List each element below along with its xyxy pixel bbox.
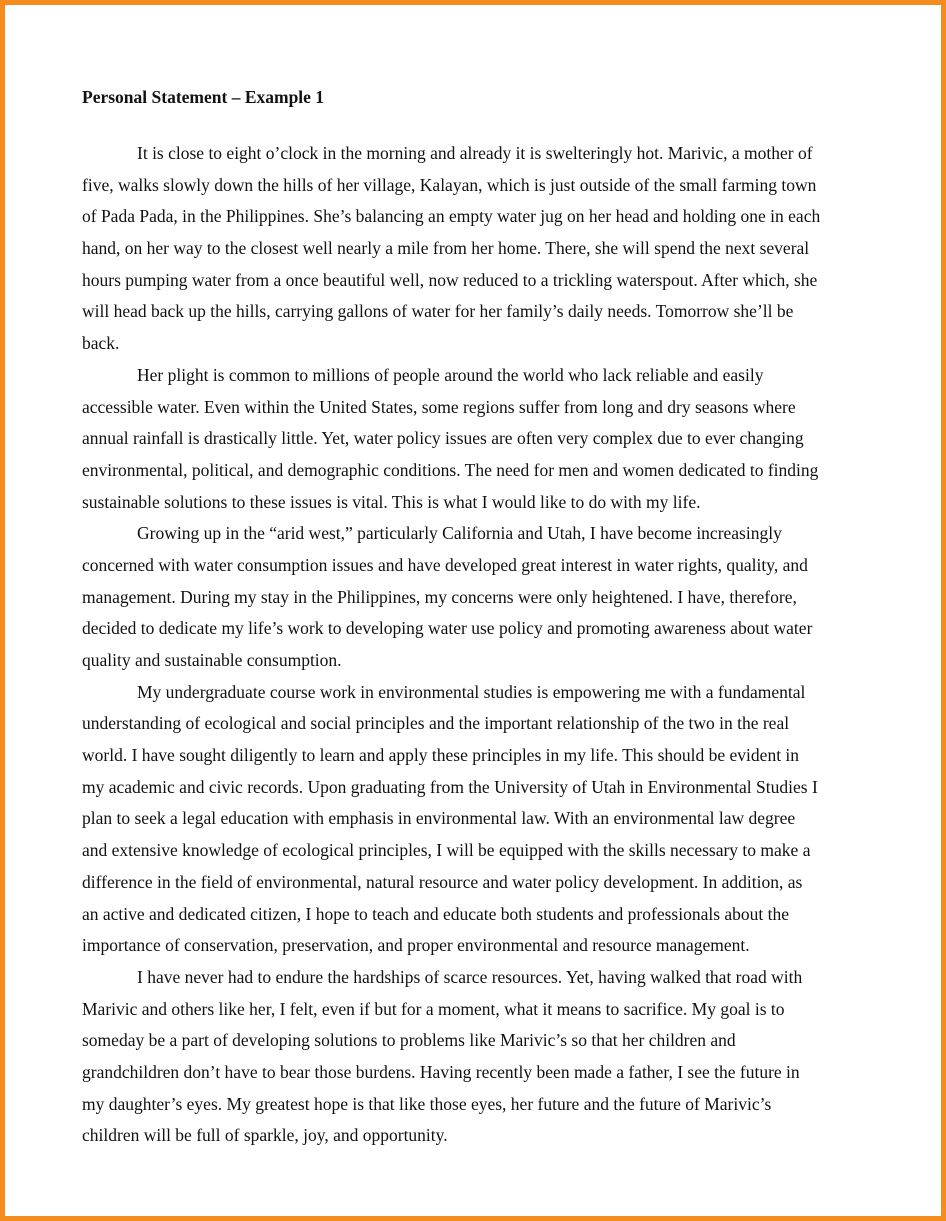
paragraph-line: accessible water. Even within the United States, some regions suffer from long and dry seasons where: [82, 396, 796, 417]
paragraph-line: of Pada Pada, in the Philippines. She’s balancing an empty water jug on her head and holding one in each: [82, 206, 821, 227]
paragraph-line: plan to seek a legal education with emphasis in environmental law. With an environmental law degree: [82, 808, 796, 829]
paragraph: [82, 962, 882, 1152]
paragraph-line: my academic and civic records. Upon graduating from the University of Utah in Environmental Studies I: [82, 776, 818, 797]
paragraph-line: someday be a part of developing solutions to problems like Marivic’s so that her children and: [82, 1030, 736, 1051]
paragraph-line: hand, on her way to the closest well nearly a mile from her home. There, she will spend the next several: [82, 238, 810, 259]
paragraph-line: hours pumping water from a once beautiful well, now reduced to a trickling waterspout. After which, she: [82, 269, 818, 290]
paragraph-line: difference in the field of environmental, natural resource and water policy development. In addition, as: [82, 871, 803, 892]
paragraph: [82, 360, 882, 518]
paragraph-line: annual rainfall is drastically little. Yet, water policy issues are often very complex due to ever changing: [82, 428, 804, 449]
paragraph-line: concerned with water consumption issues and have developed great interest in water rights, quality, and: [82, 554, 808, 575]
document-body: [82, 86, 882, 1152]
paragraph-line: back.: [82, 333, 120, 354]
paragraph-line: My undergraduate course work in environmental studies is empowering me with a fundamental: [137, 681, 806, 702]
paragraph-line: children will be full of sparkle, joy, and opportunity.: [82, 1125, 448, 1146]
paragraph-line: sustainable solutions to these issues is vital. This is what I would like to do with my life.: [82, 491, 701, 512]
paragraph-line: Marivic and others like her, I felt, even if but for a moment, what it means to sacrifice. My goal is to: [82, 998, 785, 1019]
paragraph-line: quality and sustainable consumption.: [82, 650, 342, 670]
paragraph-line: It is close to eight o’clock in the morning and already it is swelteringly hot. Marivic, a mother of: [137, 143, 813, 163]
paragraph-line: grandchildren don’t have to bear those burdens. Having recently been made a father, I see the future in: [82, 1061, 800, 1082]
paragraph: [82, 518, 882, 676]
paragraph-line: an active and dedicated citizen, I hope to teach and educate both students and professionals about the: [82, 903, 790, 924]
paragraph-line: understanding of ecological and social principles and the important relationship of the two in the real: [82, 713, 790, 734]
paragraph-line: my daughter’s eyes. My greatest hope is that like those eyes, her future and the future of Marivic’s: [82, 1093, 772, 1114]
paragraph-line: five, walks slowly down the hills of her village, Kalayan, which is just outside of the small farming town: [82, 174, 817, 195]
paragraph-line: world. I have sought diligently to learn and apply these principles in my life. This should be evident in: [82, 745, 800, 766]
paragraph-line: environmental, political, and demographic conditions. The need for men and women dedicated to finding: [82, 459, 819, 480]
paragraph-line: importance of conservation, preservation, and proper environmental and resource management.: [82, 935, 750, 956]
document-title: Personal Statement – Example 1: [82, 87, 325, 107]
paragraph-line: management. During my stay in the Philippines, my concerns were only heightened. I have, therefore,: [82, 586, 797, 607]
paragraph-line: and extensive knowledge of ecological principles, I will be equipped with the skills necessary to make a: [82, 840, 811, 861]
paragraph: [82, 677, 882, 962]
paragraph: [82, 138, 882, 360]
paragraph-line: decided to dedicate my life’s work to developing water use policy and promoting awareness about water: [82, 618, 813, 639]
paragraph-line: Her plight is common to millions of people around the world who lack reliable and easily: [137, 364, 764, 385]
paragraph-line: I have never had to endure the hardships of scarce resources. Yet, having walked that road with: [137, 966, 803, 987]
paragraph-line: will head back up the hills, carrying gallons of water for her family’s daily needs. Tomorrow she’ll be: [82, 301, 794, 322]
paragraph-line: Growing up in the “arid west,” particularly California and Utah, I have become increasingly: [137, 523, 782, 544]
